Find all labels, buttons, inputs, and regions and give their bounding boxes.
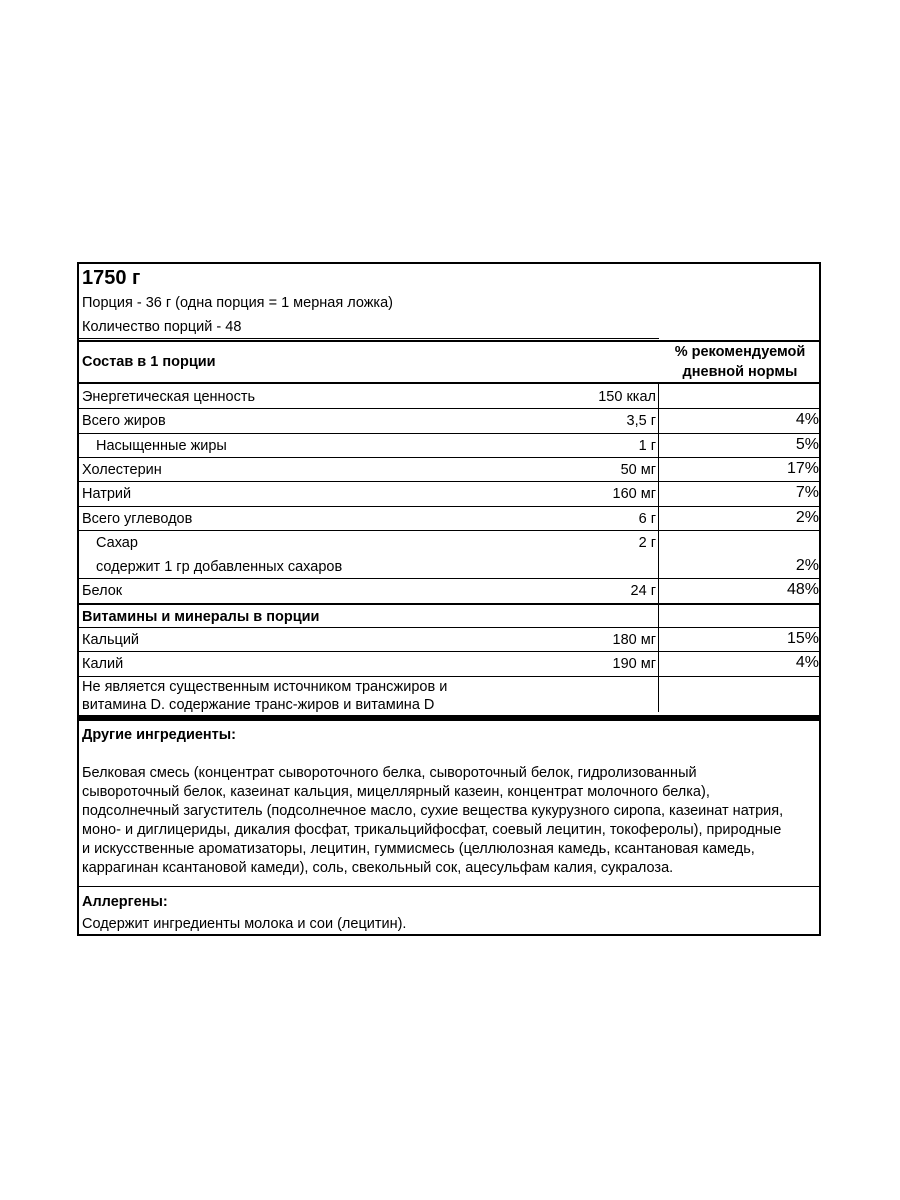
ingredients-line: Белковая смесь (концентрат сывороточного белка, сывороточный белок, гидролизованный xyxy=(82,765,697,781)
nutrient-daily-value: 17% xyxy=(786,459,819,477)
nutrient-amount: 150 ккал xyxy=(598,389,656,405)
divider xyxy=(79,340,819,342)
nutrient-daily-value: 2% xyxy=(795,557,819,575)
divider xyxy=(79,886,819,887)
nutrient-amount: 50 мг xyxy=(620,461,656,478)
nutrient-amount: 24 г xyxy=(630,583,656,600)
vitamin-daily-value: 15% xyxy=(786,630,819,647)
divider xyxy=(79,382,819,384)
nutrient-name: Сахар xyxy=(96,534,138,551)
nutrient-name: Насыщенные жиры xyxy=(96,437,227,454)
divider xyxy=(79,457,819,458)
divider xyxy=(79,530,819,531)
thick-divider xyxy=(79,715,819,721)
vitamin-amount: 180 мг xyxy=(612,632,656,648)
nutrient-name: Энергетическая ценность xyxy=(82,389,256,405)
nutrient-amount: 160 мг xyxy=(612,486,656,503)
divider xyxy=(79,408,819,409)
servings-count: Количество порций - 48 xyxy=(82,319,242,335)
nutrient-name: Белок xyxy=(82,583,123,600)
ingredients-line: сывороточный белок, казеинат кальция, мицеллярный казеин, концентрат молочного белка), xyxy=(82,784,710,800)
daily-value-header-line2: дневной нормы xyxy=(682,364,798,380)
nutrient-daily-value: 2% xyxy=(795,508,819,526)
ingredients-line: и искусственные ароматизаторы, лецитин, гуммисмесь (целлюлозная камедь, ксантановая камедь, xyxy=(82,841,755,857)
transfat-note-line1: Не является существенным источником трансжиров и xyxy=(82,678,448,695)
divider xyxy=(79,338,659,339)
vitamin-amount: 190 мг xyxy=(612,656,656,673)
nutrient-name: Холестерин xyxy=(82,461,162,478)
divider xyxy=(79,627,819,628)
nutrient-amount: 6 г xyxy=(638,510,656,527)
vitamins-title: Витамины и минералы в порции xyxy=(82,608,320,625)
nutrient-name: Натрий xyxy=(82,486,132,503)
divider xyxy=(79,578,819,579)
vitamin-name: Калий xyxy=(82,656,124,673)
ingredients-line: каррагинан ксантановой камеди), соль, свекольный сок, ацесульфам калия, сукралоза. xyxy=(82,860,674,876)
nutrient-amount: 2 г xyxy=(638,534,656,551)
ingredients-line: моно- и диглицериды, дикалия фосфат, трикальцийфосфат, соевый лецитин, токоферолы), природные xyxy=(82,822,782,838)
ingredients-line: подсолнечный загуститель (подсолнечное масло, сухие вещества кукурузного сиропа, казеинат натрия, xyxy=(82,803,784,819)
divider xyxy=(79,506,819,507)
ingredients-title: Другие ингредиенты: xyxy=(82,727,236,743)
nutrient-name: Всего углеводов xyxy=(82,510,193,527)
divider xyxy=(79,433,819,434)
divider xyxy=(79,676,819,677)
serving-size: Порция - 36 г (одна порция = 1 мерная ложка) xyxy=(82,295,393,311)
composition-title: Состав в 1 порции xyxy=(82,354,216,370)
nutrient-daily-value: 7% xyxy=(795,484,819,502)
daily-value-header-line1: % рекомендуемой xyxy=(674,344,806,360)
vitamin-daily-value: 4% xyxy=(795,654,819,672)
allergens-title: Аллергены: xyxy=(82,894,168,910)
allergens-text: Содержит ингредиенты молока и сои (лецитин). xyxy=(82,916,407,932)
divider xyxy=(79,651,819,652)
nutrient-amount: 1 г xyxy=(638,437,656,454)
divider xyxy=(79,481,819,482)
vitamin-name: Кальций xyxy=(82,632,140,648)
package-weight: 1750 г xyxy=(82,267,141,289)
column-divider xyxy=(658,384,659,712)
nutrition-facts-panel xyxy=(77,262,821,936)
transfat-note-line2: витамина D. содержание транс-жиров и витамина D xyxy=(82,696,435,713)
divider xyxy=(79,603,819,605)
nutrient-daily-value: 5% xyxy=(795,435,819,453)
nutrient-name: Всего жиров xyxy=(82,413,166,430)
nutrient-daily-value: 48% xyxy=(786,581,819,599)
nutrient-amount: 3,5 г xyxy=(626,413,656,430)
nutrient-daily-value: 4% xyxy=(795,411,819,429)
nutrient-name: содержит 1 гр добавленных сахаров xyxy=(96,559,343,576)
